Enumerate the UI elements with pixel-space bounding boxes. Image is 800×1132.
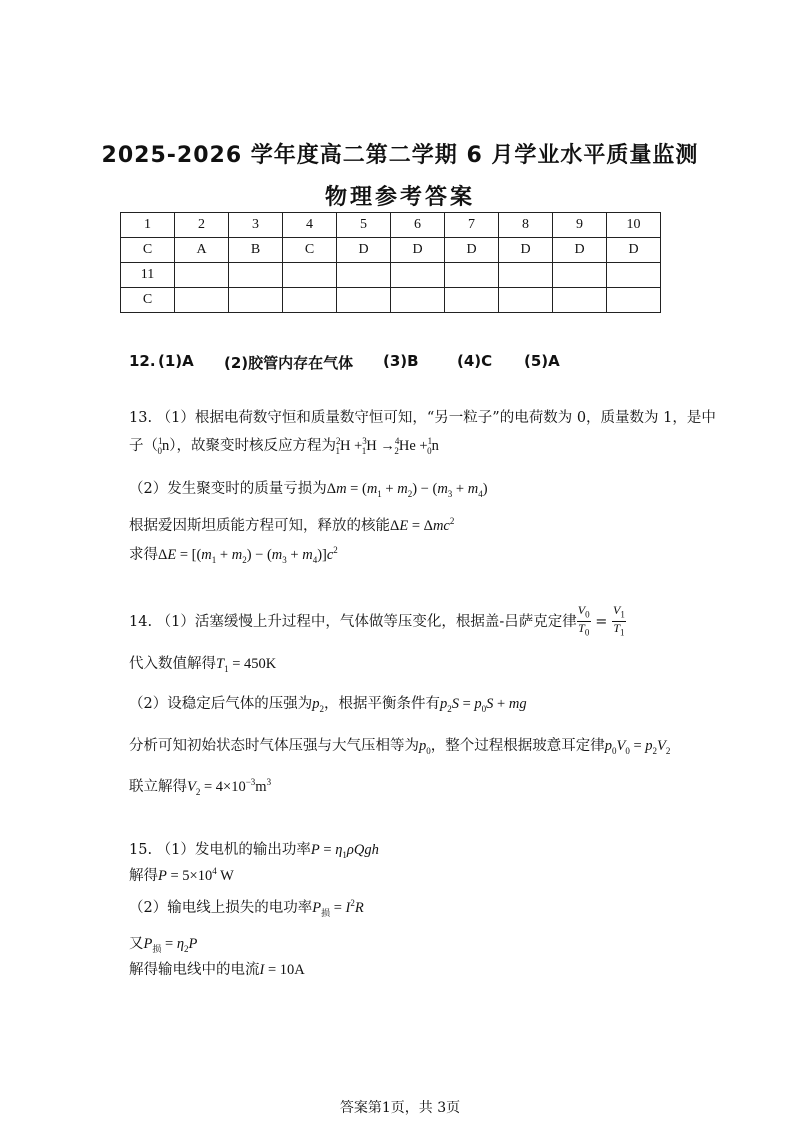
q15-line-4: 又$P_损 = \eta_2P$: [129, 936, 198, 954]
answer-table-cell: D: [445, 238, 499, 263]
answer-table: [120, 212, 661, 313]
answer-table-cell: [175, 288, 229, 313]
q12-item-3: (3)B: [383, 352, 419, 370]
answer-table-cell: C: [121, 288, 175, 313]
q12-number: 12.: [129, 352, 156, 370]
q15-line-2: 解得$P = 5\times 10^4$ W: [129, 866, 234, 884]
answer-table-cell: 2: [175, 213, 229, 238]
energy-result-formula: $\Delta E = [(m_1 + m_2) - (m_3 + m_4)]c^2$: [158, 545, 338, 565]
answer-table-cell: D: [391, 238, 445, 263]
answer-table-cell: D: [553, 238, 607, 263]
q13-line-3: （2）发生聚变时的质量亏损为$\Delta m = (m_1 + m_2) - (m_3 + m_4)$: [129, 481, 488, 499]
q13-line-5: 求得$\Delta E = [(m_1 + m_2) - (m_3 + m_4)]c^2$: [129, 545, 338, 565]
answer-table-cell: A: [175, 238, 229, 263]
power-formula: $P = \eta_1\rho Qgh$: [310, 842, 379, 860]
answer-table-cell: [283, 263, 337, 288]
energy-formula: ΔE = Δmc$^2$: [390, 516, 455, 534]
page-subtitle: 物理参考答案: [324, 185, 475, 210]
answer-table-cell: 9: [553, 213, 607, 238]
answer-table-cell: [445, 288, 499, 313]
answer-table-cell: [391, 263, 445, 288]
answer-table-row: [121, 238, 661, 263]
answer-table-cell: [229, 263, 283, 288]
page-title: 2025-2026 学年度高二第二学期 6 月学业水平质量监测: [101, 143, 699, 168]
answer-table-cell: [229, 288, 283, 313]
answer-table-cell: [445, 263, 499, 288]
neutron-symbol: $^1_0$n: [157, 436, 170, 456]
answer-table-row: [121, 263, 661, 288]
q14-line-2: 代入数值解得$T_1 = 450K$: [129, 656, 277, 674]
answer-table-cell: [175, 263, 229, 288]
answer-table-cell: 5: [337, 213, 391, 238]
answer-table-cell: D: [499, 238, 553, 263]
q15-line-1: 15. （1）发电机的输出功率$P = \eta_1\rho Qgh$: [129, 842, 379, 860]
answer-table-cell: [391, 288, 445, 313]
answer-table-cell: [337, 288, 391, 313]
q14-line-1: 14. （1）活塞缓慢上升过程中，气体做等压变化，根据盖-吕萨克定律 $\frac{V_0}{T_0}$ = $\frac{V_1}{T_1}$: [129, 603, 625, 638]
answer-table-cell: [553, 263, 607, 288]
q13-line-2: 子（$^1_0$n），故聚变时核反应方程为$^2_1$H +$^3_1$H →$^4_2$He +$^1_0$n: [129, 436, 439, 456]
q13-line-4: 根据爱因斯坦质能方程可知，释放的核能ΔE = Δmc$^2$: [129, 516, 455, 534]
gay-lussac-fraction-left: $\frac{V_0}{T_0}$: [577, 603, 590, 638]
answer-table-cell: 4: [283, 213, 337, 238]
answer-table-cell: C: [283, 238, 337, 263]
answer-table-cell: [553, 288, 607, 313]
mass-defect-formula: $\Delta m = (m_1 + m_2) - (m_3 + m_4)$: [326, 481, 488, 499]
answer-table-cell: [337, 263, 391, 288]
q13-line-1: 13. （1）根据电荷数守恒和质量数守恒可知，“另一粒子”的电荷数为 0，质量数为 1，是中: [129, 410, 716, 426]
answer-table-cell: D: [337, 238, 391, 263]
q12-item-5: (5)A: [524, 352, 560, 370]
answer-table-cell: [607, 288, 661, 313]
q14-line-3: （2）设稳定后气体的压强为$p_2$，根据平衡条件有$p_2S = p_0S$ + mg: [129, 696, 527, 714]
answer-table-row: [121, 288, 661, 313]
answer-table-cell: [499, 288, 553, 313]
q14-line-5: 联立解得$V_2 = 4\times 10^{-3}m^3$: [129, 777, 272, 797]
boyle-formula: $p_0V_0 = p_2V_2$: [604, 738, 671, 756]
answer-table-cell: 8: [499, 213, 553, 238]
q12-item-1: (1)A: [158, 352, 194, 370]
answer-table-cell: [607, 263, 661, 288]
loss-ratio-formula: $P_损 = \eta_2P$: [143, 936, 198, 954]
q12-item-2: (2)胶管内存在气体: [224, 354, 354, 372]
answer-table-cell: B: [229, 238, 283, 263]
loss-power-formula: $P_损 = I^2R$: [312, 898, 364, 918]
fusion-equation: $^2_1$H +$^3_1$H →$^4_2$He +$^1_0$n: [335, 436, 439, 456]
answer-table-cell: 6: [391, 213, 445, 238]
answer-table-cell: 11: [121, 263, 175, 288]
q15-line-5: 解得输电线中的电流I = 10A: [129, 962, 305, 978]
q14-line-4: 分析可知初始状态时气体压强与大气压相等为$p_0$，整个过程根据玻意耳定律$p_0V_0 = p_2V_2$: [129, 738, 671, 756]
answer-table-cell: 1: [121, 213, 175, 238]
answer-table-row: [121, 213, 661, 238]
q15-line-3: （2）输电线上损失的电功率$P_损 = I^2R$: [129, 898, 364, 918]
answer-table-cell: [283, 288, 337, 313]
answer-table-cell: 3: [229, 213, 283, 238]
q12-item-4: (4)C: [457, 352, 493, 370]
equilibrium-formula: $p_2S = p_0S$ + mg: [439, 696, 527, 714]
answer-table-cell: 7: [445, 213, 499, 238]
answer-table-cell: [499, 263, 553, 288]
gay-lussac-fraction-right: $\frac{V_1}{T_1}$: [613, 603, 625, 638]
answer-table-cell: 10: [607, 213, 661, 238]
answer-table-cell: D: [607, 238, 661, 263]
answer-table-cell: C: [121, 238, 175, 263]
page-footer: 答案第1页，共 3页: [339, 1100, 461, 1116]
